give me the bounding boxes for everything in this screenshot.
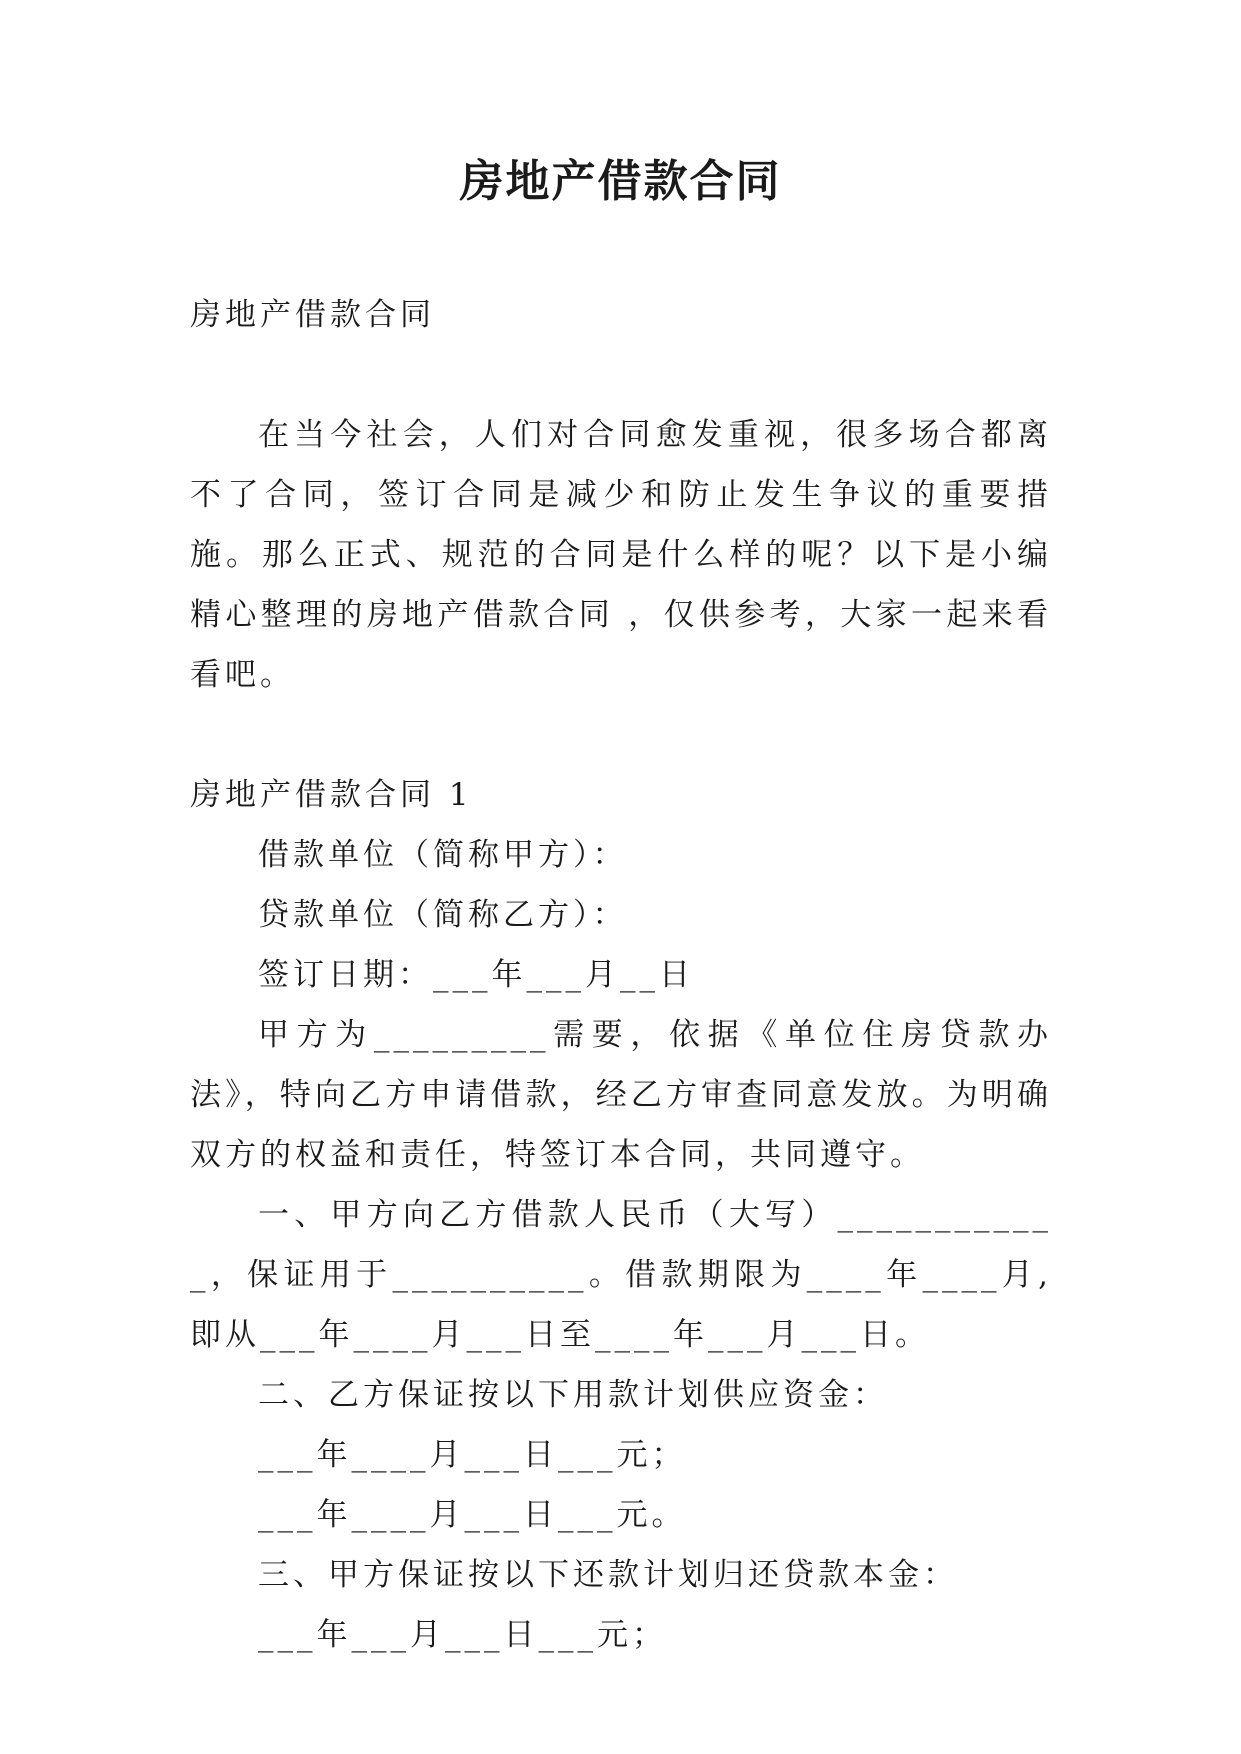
document-subtitle: 房地产借款合同 <box>190 297 435 333</box>
spacer <box>190 705 1052 765</box>
clause-3-line-1: ___年___月___日___元； <box>258 1617 667 1653</box>
purpose-paragraph: 甲方为_________需要，依据《单位住房贷款办法》，特向乙方申请借款，经乙方审查同意发放。为明确双方的权益和责任，特签订本合同，共同遵守。 <box>190 1017 1052 1173</box>
section-heading: 房地产借款合同 1 <box>190 777 473 813</box>
intro-paragraph: 在当今社会，人们对合同愈发重视，很多场合都离不了合同，签订合同是减少和防止发生争议的重要措施。那么正式、规范的合同是什么样的呢？以下是小编精心整理的房地产借款合同 ，仅供参考，大家一起来看看吧。 <box>190 417 1052 693</box>
clause-2-heading: 二、乙方保证按以下用款计划供应资金： <box>258 1377 888 1413</box>
clause-2-line-1: ___年____月___日___元； <box>258 1437 687 1473</box>
document-title: 房地产借款合同 <box>459 156 782 207</box>
clause-2-line-2: ___年____月___日___元。 <box>258 1497 687 1533</box>
sign-date-line: 签订日期：___年___月__日 <box>258 957 694 993</box>
lender-line: 贷款单位（简称乙方）： <box>258 897 628 933</box>
borrower-line: 借款单位（简称甲方）： <box>258 837 628 873</box>
spacer <box>190 345 1052 405</box>
document-body <box>190 285 1052 1665</box>
clause-3-heading: 三、甲方保证按以下还款计划归还贷款本金： <box>258 1557 958 1593</box>
clause-1-paragraph: 一、甲方向乙方借款人民币（大写）____________，保证用于__________。借款期限为____年____月,即从___年____月___日至____年___月___日。 <box>190 1197 1052 1353</box>
